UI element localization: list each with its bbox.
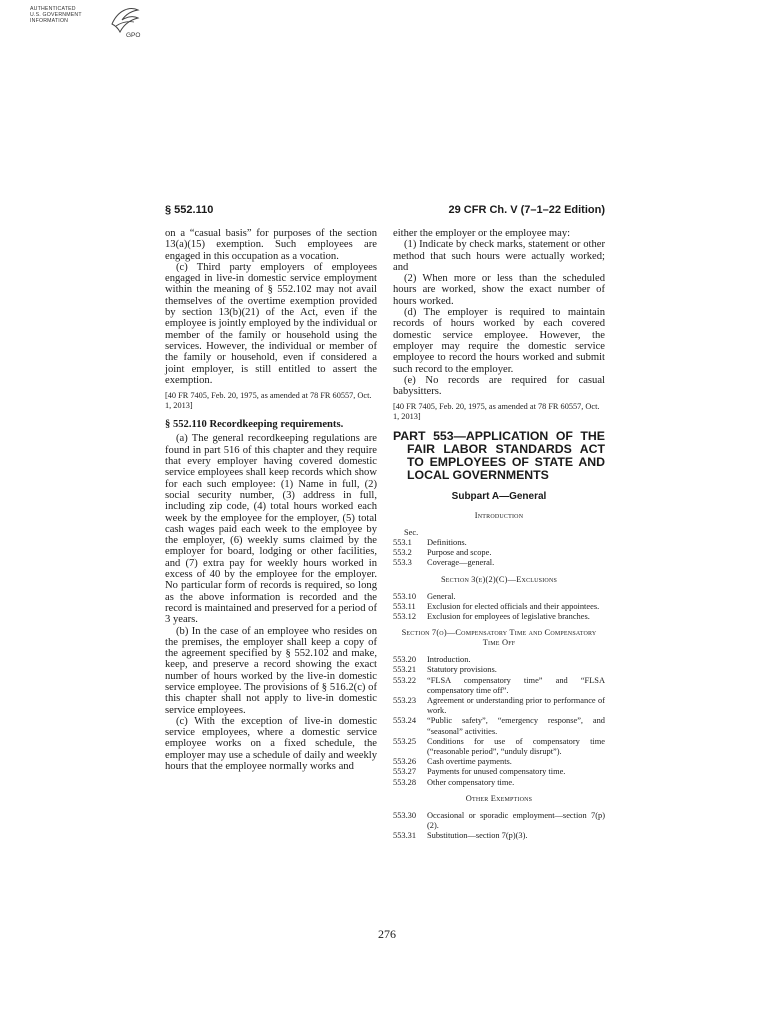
toc-entry-number: 553.25 xyxy=(393,736,417,746)
toc-entry-title: Substitution—section 7(p)(3). xyxy=(427,831,528,841)
toc-entry-title: Exclusion for employees of legislative branches. xyxy=(427,611,590,621)
running-header xyxy=(165,204,605,220)
toc-entry xyxy=(393,592,605,602)
toc-entry-title: Definitions. xyxy=(427,537,467,547)
paragraph: (e) No records are required for casual babysitters. xyxy=(393,374,605,398)
paragraph: (a) The general recordkeeping regulations are found in part 516 of this chapter and they require that every employer having covered domestic service employees shall keep records which show for each such employee: (1) Name in full, (2) social security number, (3) address in full, including zip code, (4) total hours worked each week by the employee for the employer, (5) total cash wages paid each week to the employee by the employer, (6) weekly sums claimed by the employer for board, lodging or other facilities, and (7) extra pay for weekly hours worked in excess of 40 by the employee for the employer. No particular form of records is required, so long as the above information is recorded and the record is maintained and preserved for a period of 3 years. xyxy=(165,433,377,626)
paragraph: (1) Indicate by check marks, statement or other method that such hours were actually worked; and xyxy=(393,239,605,273)
toc-entry-number: 553.1 xyxy=(393,537,412,547)
toc-entry-number: 553.26 xyxy=(393,757,417,767)
toc-entry xyxy=(393,655,605,665)
toc-entry xyxy=(393,696,605,716)
toc-entry-title: Payments for unused compensatory time. xyxy=(427,767,566,777)
toc-sec-label: Sec. xyxy=(404,527,419,537)
toc-entry xyxy=(393,757,605,767)
toc-entry-number: 553.22 xyxy=(393,675,417,685)
table-of-contents xyxy=(393,528,605,569)
toc-entry-number: 553.20 xyxy=(393,655,417,665)
toc-entry-title: General. xyxy=(427,591,456,601)
toc-entry-number: 553.30 xyxy=(393,810,417,820)
toc-entry xyxy=(393,665,605,675)
paragraph: (c) With the exception of live-in domestic service employees, where a domestic service employee works on a fixed schedule, the employer may use a schedule of daily and weekly hours that the employee normally works and xyxy=(165,715,377,773)
toc-entry-title: Coverage—general. xyxy=(427,558,495,568)
toc-entry-title: Occasional or sporadic employment—section 7(p)(2). xyxy=(427,810,605,831)
toc-entry xyxy=(393,602,605,612)
toc-entry-title: Purpose and scope. xyxy=(427,548,492,558)
paragraph: (2) When more or less than the scheduled hours are worked, show the exact number of hours worked. xyxy=(393,273,605,307)
page-number: 276 xyxy=(378,927,396,941)
citation: [40 FR 7405, Feb. 20, 1975, as amended at 78 FR 60557, Oct. 1, 2013] xyxy=(165,391,372,411)
toc-group-heading: Section 7(o)—Compensatory Time and Compensatory Time Off xyxy=(401,628,597,648)
toc-entry-title: “Public safety”, “emergency response”, and “seasonal” activities. xyxy=(427,716,605,736)
header-title: 29 CFR Ch. V (7–1–22 Edition) xyxy=(448,204,605,216)
seal-gpo-mark: GPO xyxy=(126,32,141,39)
toc-entry-number: 553.12 xyxy=(393,611,417,621)
toc-entry-number: 553.23 xyxy=(393,695,417,705)
paragraph: (c) Third party employers of employees engaged in live-in domestic service employment within the meaning of § 552.102 may not avail themselves of the overtime exemption provided by section 13(b)(21) of the Act, even if the employee is jointly employed by the individual or member of the family or household using the services. However, the individual or member of the family or household, even if considered a joint employer, is still entitled to assert the exemption. xyxy=(165,261,377,386)
toc-entry xyxy=(393,538,605,548)
subpart-heading: Subpart A—General xyxy=(451,491,547,503)
toc-entry-title: Agreement or understanding prior to performance of work. xyxy=(427,695,605,716)
toc-entry-title: Other compensatory time. xyxy=(427,777,515,787)
toc-entry xyxy=(393,548,605,558)
toc-group-heading: Introduction xyxy=(474,510,524,520)
right-column xyxy=(393,228,605,841)
toc-entry xyxy=(393,737,605,757)
toc-group-heading: Section 3(e)(2)(C)—Exclusions xyxy=(440,574,558,584)
toc-group-heading: Other Exemptions xyxy=(465,793,533,803)
toc-entry-number: 553.28 xyxy=(393,777,417,787)
paragraph: (b) In the case of an employee who resides on the premises, the employer shall keep a copy of the agreement specified by § 552.102 and make, keep, and preserve a record showing the exact number of hours worked by the live-in domestic service employee. The provisions of § 516.2(c) of this chapter shall not apply to live-in domestic service employees. xyxy=(165,625,377,716)
citation: [40 FR 7405, Feb. 20, 1975, as amended at 78 FR 60557, Oct. 1, 2013] xyxy=(393,402,600,422)
toc-entry-number: 553.21 xyxy=(393,665,417,675)
toc-entry-number: 553.10 xyxy=(393,591,417,601)
toc-entry xyxy=(393,676,605,696)
left-column xyxy=(165,228,377,772)
toc-entry xyxy=(393,767,605,777)
paragraph: on a “casual basis” for purposes of the section 13(a)(15) exemption. Such employees are engaged in this occupation as a vocation. xyxy=(165,228,377,262)
toc-entry-title: Statutory provisions. xyxy=(427,665,497,675)
toc-entry-number: 553.27 xyxy=(393,767,417,777)
toc-entry-title: “FLSA compensatory time” and “FLSA compensatory time off”. xyxy=(427,675,605,695)
paragraph: (d) The employer is required to maintain records of hours worked by each covered domestic service employee. However, the employer may require the domestic service employee to record the hours worked and submit such record to the employer. xyxy=(393,307,605,375)
toc-entry xyxy=(393,831,605,841)
toc-entry xyxy=(393,716,605,736)
toc-entry-title: Cash overtime payments. xyxy=(427,757,512,767)
toc-entry xyxy=(393,778,605,788)
seal-line: U.S. GOVERNMENT xyxy=(30,12,82,18)
toc-entry-title: Introduction. xyxy=(427,655,471,665)
toc-entry xyxy=(393,558,605,568)
header-section-number: § 552.110 xyxy=(165,204,214,216)
toc-entry xyxy=(393,811,605,831)
toc-entry-number: 553.2 xyxy=(393,548,412,558)
section-heading: § 552.110 Recordkeeping requirements. xyxy=(165,419,344,431)
part-title: PART 553—APPLICATION OF THE FAIR LABOR STANDARDS ACT TO EMPLOYEES OF STATE AND LOCAL GOVERNMENTS xyxy=(393,429,605,483)
seal-line: AUTHENTICATED xyxy=(30,6,76,12)
seal-line: INFORMATION xyxy=(30,18,69,24)
toc-entry xyxy=(393,612,605,622)
gpo-authentication-seal xyxy=(30,4,150,44)
toc-entry-title: Exclusion for elected officials and their appointees. xyxy=(427,601,600,611)
toc-entry-title: Conditions for use of compensatory time (“reasonable period”, “unduly disrupt”). xyxy=(427,736,605,756)
toc-entry-number: 553.24 xyxy=(393,716,417,726)
toc-entry-number: 553.11 xyxy=(393,601,416,611)
toc-entry-number: 553.31 xyxy=(393,831,417,841)
toc-entry-number: 553.3 xyxy=(393,558,412,568)
paragraph: either the employer or the employee may: xyxy=(393,228,571,239)
